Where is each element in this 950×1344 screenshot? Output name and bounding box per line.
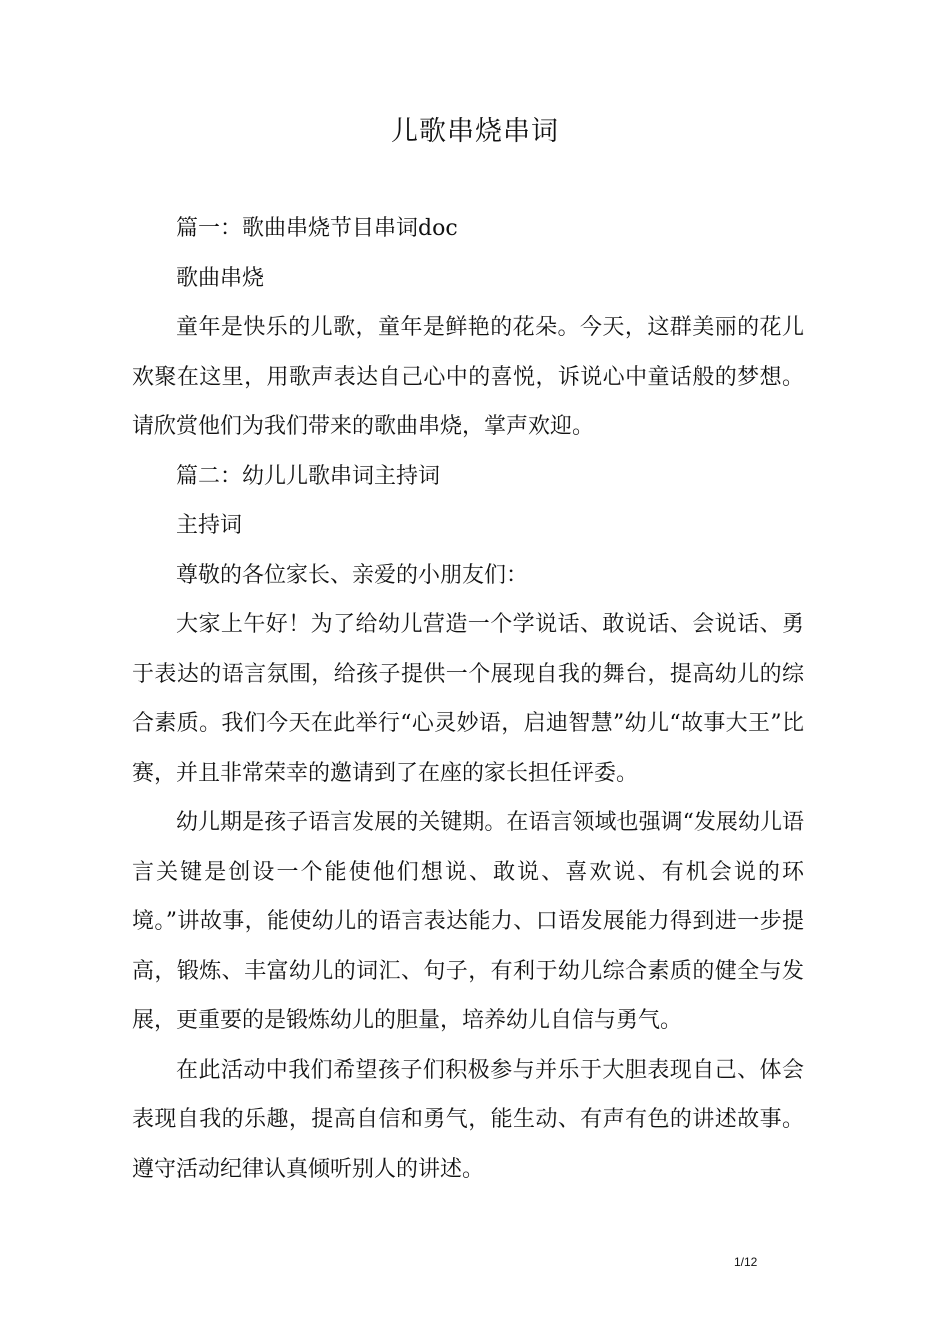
document-title: 儿歌串烧串词: [391, 116, 559, 147]
paragraph-opening-remarks: 大家上午好！为了给幼儿营造一个学说话、敢说话、会说话、勇于表达的语言氛围，给孩子提供一个展现自我的舞台，提高幼儿的综合素质。我们今天在此举行“心灵妙语，启迪智慧”幼儿“故事大王”比赛，并且非常荣幸的邀请到了在座的家长担任评委。: [132, 612, 804, 786]
paragraph-language-development: 幼儿期是孩子语言发展的关键期。在语言领域也强调“发展幼儿语言关键是创设一个能使他们想说、敢说、喜欢说、有机会说的环境。”讲故事，能使幼儿的语言表达能力、口语发展能力得到进一步提高，锻炼、丰富幼儿的词汇、句子，有利于幼儿综合素质的健全与发展，更重要的是锻炼幼儿的胆量，培养幼儿自信与勇气。: [132, 810, 804, 1033]
document-body: [132, 204, 804, 1194]
paragraph-host-script-heading: 主持词: [176, 513, 243, 538]
paragraph-greeting: 尊敬的各位家长、亲爱的小朋友们：: [176, 562, 529, 588]
paragraph-section-one-heading: 篇一：歌曲串烧节目串词doc: [176, 216, 458, 241]
paragraph-activity-expectations: 在此活动中我们希望孩子们积极参与并乐于大胆表现自己、体会表现自我的乐趣，提高自信和勇气，能生动、有声有色的讲述故事。遵守活动纪律认真倾听别人的讲述。: [132, 1057, 804, 1182]
page-number: 1/12: [734, 1255, 758, 1269]
paragraph-song-medley-intro: 童年是快乐的儿歌，童年是鲜艳的花朵。今天，这群美丽的花儿欢聚在这里，用歌声表达自己心中的喜悦，诉说心中童话般的梦想。请欣赏他们为我们带来的歌曲串烧，掌声欢迎。: [132, 315, 804, 439]
paragraph-section-two-heading: 篇二：幼儿儿歌串词主持词: [176, 463, 441, 489]
paragraph-song-medley-heading: 歌曲串烧: [176, 265, 265, 291]
